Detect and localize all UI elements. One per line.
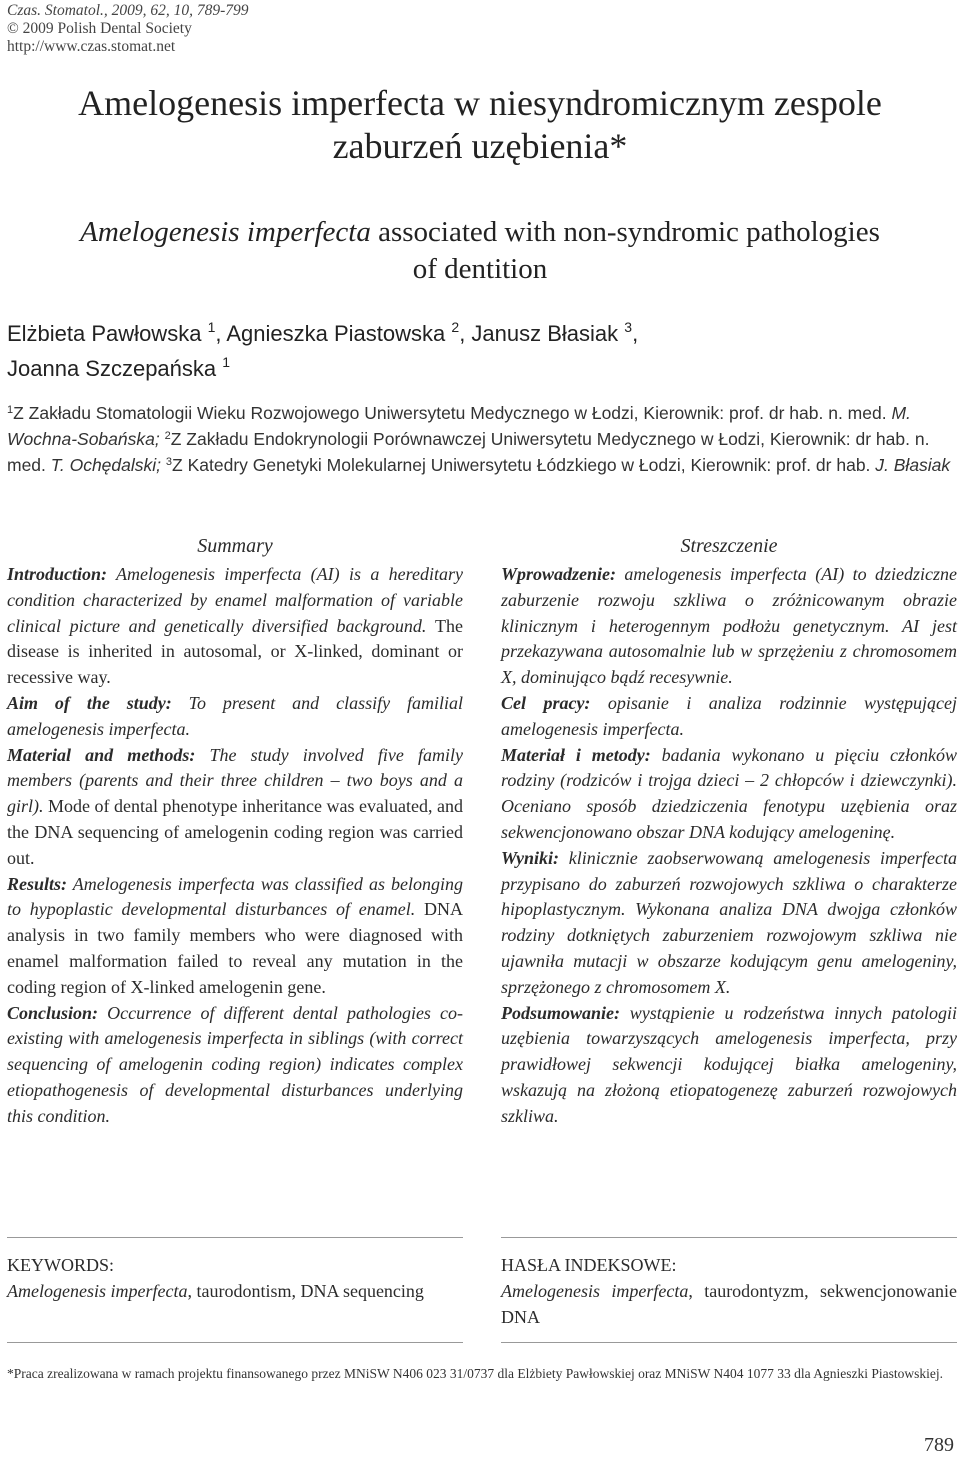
section-text: The disease is inherited in autosomal, or X-linked, dominant or recessive way. (7, 615, 463, 688)
divider (501, 1342, 957, 1343)
keywords-list (7, 1278, 463, 1304)
author-affil-sup: 1 (222, 354, 231, 370)
section-label: Aim of the study: (7, 692, 172, 713)
journal-url[interactable]: http://www.czas.stomat.net (7, 38, 176, 55)
section-label: Conclusion: (7, 1002, 99, 1023)
summary-results (7, 872, 463, 1001)
author-list (7, 316, 957, 386)
keywords-heading: KEYWORDS: (7, 1255, 114, 1275)
keyword-italic: Amelogenesis imperfecta (7, 1281, 188, 1301)
author-name: Janusz Błasiak (471, 321, 619, 346)
affiliation-head: T. Ochędalski; (50, 455, 162, 475)
title-english-line-2: of dentition (412, 253, 548, 285)
title-english-rest: associated with non-syndromic pathologies (370, 216, 880, 248)
title-english (0, 214, 960, 288)
section-label: Materiał i metody: (501, 744, 651, 765)
section-text: Mode of dental phenotype inheritance was evaluated, and the DNA sequencing of amelogenin coding region was carried out. (7, 796, 463, 868)
hasla-block (501, 1252, 957, 1330)
section-text: Occurrence of different dental pathologies co-existing with amelogenesis imperfecta in siblings (with correct sequencing of amelogenin coding region) indicates complex etiopathogenesis of developmental disturbances underlying this condition. (7, 1002, 463, 1126)
section-text: DNA analysis in two family members who were diagnosed with enamel malformation failed to reveal any mutation in the coding region of X-linked amelogenin gene. (7, 899, 463, 997)
section-label: Results: (7, 873, 68, 894)
streszczenie-heading: Streszczenie (680, 535, 778, 557)
hasla-list (501, 1278, 957, 1330)
footnote: *Praca zrealizowana w ramach projektu finansowanego przez MNiSW N406 023 31/0737 dla Elżbiety Pawłowskiej oraz MNiSW N404 1077 33 dla Agnieszki Piastowskiej. (7, 1366, 944, 1381)
title-polish-line-1: Amelogenesis imperfecta w niesyndromicznym zespole (78, 83, 882, 123)
author-separator: , (215, 321, 227, 346)
page-number: 789 (924, 1434, 954, 1456)
section-label: Wprowadzenie: (501, 564, 617, 584)
streszczenie-conclusion (501, 1001, 957, 1130)
affiliation-sup: 1 (7, 404, 14, 416)
section-text: klinicznie zaobserwowaną amelogenesis imperfecta przypisano do zaburzeń rozwojowych szkliwa o charakterze hipoplastycznym. Wykonana analiza DNA dwojga członków rodziny dotkniętych zaburzeniem rozwojowym szkliwa nie ujawniła mutacji w obszarze kodującym genu amelogeniny, sprzężonego z chromosomem X. (501, 847, 957, 997)
author-separator: , (632, 321, 639, 346)
keyword-rest: , taurodontism, DNA sequencing (187, 1281, 424, 1301)
section-label: Wyniki: (501, 847, 560, 868)
affiliation-text: Z Katedry Genetyki Molekularnej Uniwersytetu Łódzkiego w Łodzi, Kierownik: prof. dr hab. (172, 455, 876, 475)
section-text: To present and classify familial amelogenesis imperfecta. (7, 692, 463, 739)
title-english-italic: Amelogenesis imperfecta (80, 216, 371, 248)
streszczenie-methods (501, 743, 957, 846)
section-label: Podsumowanie: (501, 1002, 621, 1023)
author-name: Joanna Szczepańska (7, 356, 217, 381)
affiliation-text: Z Zakładu Stomatologii Wieku Rozwojowego Uniwersytetu Medycznego w Łodzi, Kierownik: prof. dr hab. n. med. (13, 403, 892, 423)
title-polish-line-2: zaburzeń uzębienia* (332, 126, 628, 166)
section-label: Cel pracy: (501, 692, 591, 713)
summary-conclusion (7, 1001, 463, 1130)
streszczenie-aim (501, 691, 957, 743)
author-affil-sup: 1 (207, 319, 216, 335)
affiliation-text: Z Zakładu Endokrynologii Porównawczej Uniwersytetu Medycznego w Łodzi, Kierownik: dr hab. n. med. (7, 429, 930, 475)
keyword-italic: Amelogenesis imperfecta (501, 1281, 689, 1301)
summary-column (7, 532, 463, 1130)
summary-introduction (7, 562, 463, 691)
journal-copyright: © 2009 Polish Dental Society (7, 20, 192, 37)
section-label: Material and methods: (7, 744, 196, 765)
affiliation-head: M. Wochna-Sobańska; (7, 403, 911, 449)
author-name: Agnieszka Piastowska (226, 321, 446, 346)
section-text: amelogenesis imperfecta (AI) to dziedziczne zaburzenie rozwoju szkliwa o zróżnicowanym obrazie klinicznym i heterogennym podłożu genetycznym. AI jest przekazywana autosomalnie lub w sprzężeniu z chromosomem X, dominująco bądź recesywnie. (501, 564, 957, 688)
journal-header (7, 2, 249, 56)
streszczenie-results (501, 846, 957, 1001)
hasla-heading: HASŁA INDEKSOWE: (501, 1255, 677, 1275)
affiliations (7, 400, 957, 478)
section-text: wystąpienie u rodzeństwa innych patologii uzębienia towarzyszących amelogenesis imperfecta, przy prawidłowej sekwencji kodującej białka amelogeniny, wskazują na złożoną etiopatogenezę zaburzeń rozwojowych szkliwa. (501, 1002, 957, 1126)
author-name: Elżbieta Pawłowska (7, 321, 202, 346)
affiliation-head: J. Błasiak (875, 455, 951, 475)
keywords-block (7, 1252, 463, 1304)
section-text: Amelogenesis imperfecta was classified as belonging to hypoplastic developmental disturbances of enamel. (7, 873, 463, 920)
author-affil-sup: 2 (451, 319, 460, 335)
journal-citation: Czas. Stomatol., 2009, 62, 10, 789-799 (7, 2, 249, 19)
author-separator: , (459, 321, 472, 346)
affiliation-sup: 2 (164, 430, 171, 442)
section-text: badania wykonano u pięciu członków rodziny (rodziców i trojga dzieci – 2 chłopców i dziewczynki). Oceniano sposób dziedziczenia fenotypu uzębienia oraz sekwencjonowano obszar DNA kodujący amelogeninę. (501, 744, 957, 842)
author-affil-sup: 3 (624, 319, 633, 335)
affiliation-sup: 3 (165, 456, 173, 468)
summary-aim (7, 691, 463, 743)
divider (7, 1342, 463, 1343)
title-polish (0, 82, 960, 168)
section-text: The study involved five family members (parents and their three children – two boys and a girl). (7, 744, 464, 817)
keyword-rest: , taurodontyzm, sekwencjonowanie DNA (501, 1281, 957, 1327)
divider (501, 1237, 957, 1238)
section-text: Amelogenesis imperfecta (AI) is a hereditary condition characterized by enamel malformation of variable clinical picture and genetically diversified background. (7, 564, 463, 636)
streszczenie-introduction (501, 562, 957, 691)
section-label: Introduction: (7, 564, 108, 584)
summary-heading: Summary (197, 535, 273, 557)
section-text: opisanie i analiza rodzinnie występującej amelogenesis imperfecta. (501, 692, 957, 739)
summary-methods (7, 743, 463, 872)
divider (7, 1237, 463, 1238)
streszczenie-column (501, 532, 957, 1130)
